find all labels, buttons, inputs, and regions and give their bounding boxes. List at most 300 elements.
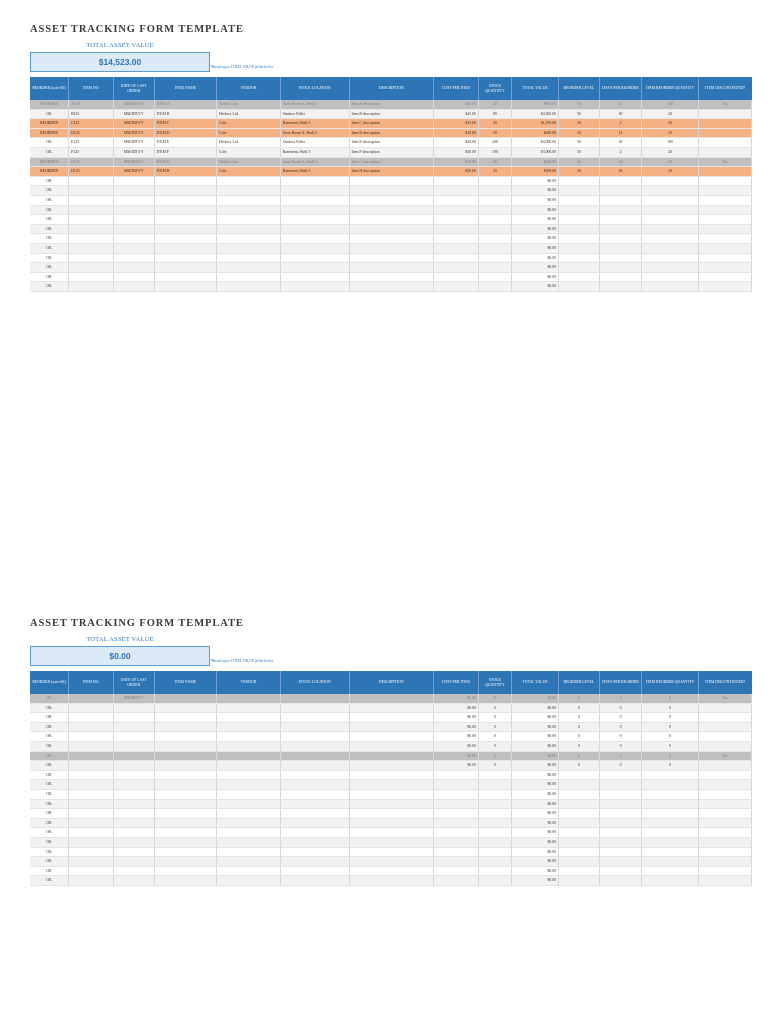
- cell-item-no[interactable]: A123: [69, 100, 114, 109]
- cell-vendor[interactable]: [217, 694, 281, 703]
- cell-days-per-reorder[interactable]: [599, 837, 642, 847]
- cell-item-reorder-quantity[interactable]: 10: [642, 128, 698, 138]
- cell-reorder[interactable]: OK: [30, 799, 69, 809]
- cell-item-name[interactable]: [154, 799, 217, 809]
- cell-reorder-level[interactable]: [559, 224, 600, 234]
- cell-reorder[interactable]: OK: [30, 109, 69, 119]
- cell-date-of-last-order[interactable]: MM/DD/YY: [113, 147, 154, 157]
- cell-description[interactable]: [349, 732, 433, 742]
- cell-reorder-level[interactable]: [559, 282, 600, 292]
- cell-days-per-reorder[interactable]: [599, 186, 642, 196]
- cell-reorder[interactable]: OK: [30, 809, 69, 819]
- cell-vendor[interactable]: [217, 722, 281, 732]
- cell-days-per-reorder[interactable]: 0: [599, 732, 642, 742]
- cell-item-no[interactable]: E123: [69, 138, 114, 148]
- cell-stock-location[interactable]: [280, 741, 349, 751]
- cell-stock-quantity[interactable]: [478, 176, 511, 186]
- cell-total-value[interactable]: $0.00: [512, 761, 559, 771]
- cell-item-name[interactable]: ITEM H: [154, 167, 217, 177]
- cell-days-per-reorder[interactable]: [599, 847, 642, 857]
- cell-stock-quantity[interactable]: [478, 224, 511, 234]
- cell-vendor[interactable]: [217, 703, 281, 713]
- cell-stock-location[interactable]: [280, 847, 349, 857]
- cell-reorder-level[interactable]: [559, 876, 600, 886]
- cell-item-reorder-quantity[interactable]: [642, 205, 698, 215]
- cell-stock-location[interactable]: [280, 866, 349, 876]
- cell-vendor[interactable]: Walter Corp: [217, 157, 281, 167]
- cell-item-no[interactable]: [69, 694, 114, 703]
- cell-item-discontinued[interactable]: [698, 732, 751, 742]
- cell-cost-per-item[interactable]: [433, 780, 478, 790]
- cell-cost-per-item[interactable]: [433, 799, 478, 809]
- cell-item-no[interactable]: G123: [69, 157, 114, 167]
- cell-stock-quantity[interactable]: 25: [478, 167, 511, 177]
- cell-stock-quantity[interactable]: [478, 272, 511, 282]
- cell-total-value[interactable]: $0.00: [512, 205, 559, 215]
- cell-item-reorder-quantity[interactable]: [642, 828, 698, 838]
- cell-vendor[interactable]: [217, 243, 281, 253]
- cell-item-no[interactable]: [69, 761, 114, 771]
- cell-total-value[interactable]: $0.00: [512, 789, 559, 799]
- cell-stock-quantity[interactable]: 0: [478, 751, 511, 761]
- cell-days-per-reorder[interactable]: 0: [599, 703, 642, 713]
- cell-item-no[interactable]: [69, 847, 114, 857]
- cell-description[interactable]: [349, 703, 433, 713]
- cell-vendor[interactable]: [217, 224, 281, 234]
- cell-item-reorder-quantity[interactable]: [642, 818, 698, 828]
- cell-days-per-reorder[interactable]: 14: [599, 128, 642, 138]
- cell-item-name[interactable]: [154, 732, 217, 742]
- cell-item-discontinued[interactable]: [698, 847, 751, 857]
- cell-description[interactable]: [349, 857, 433, 867]
- cell-stock-quantity[interactable]: 45: [478, 119, 511, 129]
- cell-reorder-level[interactable]: 50: [559, 147, 600, 157]
- cell-item-reorder-quantity[interactable]: 50: [642, 157, 698, 167]
- cell-days-per-reorder[interactable]: 30: [599, 138, 642, 148]
- cell-item-discontinued[interactable]: Yes: [698, 751, 751, 761]
- cell-item-name[interactable]: [154, 761, 217, 771]
- cell-item-name[interactable]: [154, 176, 217, 186]
- cell-vendor[interactable]: [217, 282, 281, 292]
- cell-item-reorder-quantity[interactable]: 0: [642, 751, 698, 761]
- cell-item-name[interactable]: [154, 770, 217, 780]
- cell-cost-per-item[interactable]: [433, 818, 478, 828]
- cell-reorder-level[interactable]: [559, 847, 600, 857]
- cell-item-name[interactable]: [154, 272, 217, 282]
- cell-vendor[interactable]: [217, 809, 281, 819]
- cell-reorder[interactable]: OK: [30, 722, 69, 732]
- cell-stock-quantity[interactable]: [478, 186, 511, 196]
- cell-description[interactable]: [349, 186, 433, 196]
- cell-vendor[interactable]: [217, 186, 281, 196]
- cell-reorder-level[interactable]: [559, 837, 600, 847]
- cell-item-reorder-quantity[interactable]: [642, 876, 698, 886]
- cell-stock-location[interactable]: Basement, Shelf 3: [280, 167, 349, 177]
- cell-item-name[interactable]: [154, 215, 217, 225]
- cell-vendor[interactable]: [217, 176, 281, 186]
- cell-reorder-level[interactable]: 50: [559, 109, 600, 119]
- cell-total-value[interactable]: $0.00: [512, 876, 559, 886]
- cell-total-value[interactable]: $0.00: [512, 799, 559, 809]
- cell-reorder-level[interactable]: [559, 253, 600, 263]
- cell-cost-per-item[interactable]: $32.00: [433, 100, 478, 109]
- cell-days-per-reorder[interactable]: [599, 205, 642, 215]
- cell-cost-per-item[interactable]: [433, 234, 478, 244]
- cell-days-per-reorder[interactable]: 0: [599, 761, 642, 771]
- cell-item-no[interactable]: [69, 253, 114, 263]
- cell-item-reorder-quantity[interactable]: 0: [642, 713, 698, 723]
- cell-vendor[interactable]: [217, 234, 281, 244]
- cell-stock-quantity[interactable]: [478, 234, 511, 244]
- cell-cost-per-item[interactable]: [433, 828, 478, 838]
- cell-vendor[interactable]: [217, 272, 281, 282]
- cell-description[interactable]: [349, 751, 433, 761]
- cell-total-value[interactable]: $0.00: [512, 224, 559, 234]
- cell-item-reorder-quantity[interactable]: [642, 253, 698, 263]
- cell-item-discontinued[interactable]: [698, 205, 751, 215]
- cell-cost-per-item[interactable]: $10.00: [433, 157, 478, 167]
- cell-cost-per-item[interactable]: $0.00: [433, 751, 478, 761]
- cell-reorder[interactable]: OK: [30, 857, 69, 867]
- cell-date-of-last-order[interactable]: [113, 205, 154, 215]
- cell-stock-location[interactable]: [280, 215, 349, 225]
- cell-reorder-level[interactable]: 0: [559, 694, 600, 703]
- cell-item-name[interactable]: [154, 741, 217, 751]
- cell-reorder-level[interactable]: [559, 809, 600, 819]
- cell-date-of-last-order[interactable]: [113, 176, 154, 186]
- cell-vendor[interactable]: [217, 215, 281, 225]
- cell-item-reorder-quantity[interactable]: [642, 186, 698, 196]
- cell-stock-quantity[interactable]: [478, 876, 511, 886]
- cell-item-no[interactable]: [69, 770, 114, 780]
- cell-date-of-last-order[interactable]: MM/DD/YY: [113, 167, 154, 177]
- cell-description[interactable]: [349, 243, 433, 253]
- cell-days-per-reorder[interactable]: 30: [599, 109, 642, 119]
- cell-item-name[interactable]: [154, 253, 217, 263]
- cell-total-value[interactable]: $1,350.00: [512, 119, 559, 129]
- cell-item-discontinued[interactable]: [698, 272, 751, 282]
- cell-reorder[interactable]: OK: [30, 780, 69, 790]
- cell-stock-quantity[interactable]: 0: [478, 741, 511, 751]
- cell-stock-location[interactable]: [280, 694, 349, 703]
- cell-date-of-last-order[interactable]: [113, 751, 154, 761]
- cell-days-per-reorder[interactable]: [599, 799, 642, 809]
- cell-item-name[interactable]: ITEM D: [154, 128, 217, 138]
- cell-vendor[interactable]: [217, 876, 281, 886]
- cell-item-reorder-quantity[interactable]: [642, 866, 698, 876]
- cell-description[interactable]: [349, 837, 433, 847]
- cell-reorder-level[interactable]: 0: [559, 722, 600, 732]
- cell-description[interactable]: Item D description: [349, 128, 433, 138]
- cell-item-reorder-quantity[interactable]: [642, 770, 698, 780]
- cell-item-name[interactable]: [154, 243, 217, 253]
- cell-stock-quantity[interactable]: [478, 857, 511, 867]
- cell-item-no[interactable]: [69, 732, 114, 742]
- cell-stock-quantity[interactable]: 200: [478, 138, 511, 148]
- cell-vendor[interactable]: [217, 847, 281, 857]
- cell-stock-location[interactable]: [280, 799, 349, 809]
- cell-vendor[interactable]: Cole: [217, 119, 281, 129]
- cell-total-value[interactable]: $290.00: [512, 128, 559, 138]
- cell-days-per-reorder[interactable]: [599, 828, 642, 838]
- cell-description[interactable]: [349, 780, 433, 790]
- cell-cost-per-item[interactable]: $0.00: [433, 703, 478, 713]
- cell-stock-location[interactable]: [280, 818, 349, 828]
- cell-stock-quantity[interactable]: 100: [478, 147, 511, 157]
- cell-total-value[interactable]: $0.00: [512, 780, 559, 790]
- cell-stock-quantity[interactable]: 0: [478, 713, 511, 723]
- cell-item-no[interactable]: [69, 215, 114, 225]
- cell-reorder-level[interactable]: [559, 828, 600, 838]
- cell-vendor[interactable]: [217, 732, 281, 742]
- cell-reorder[interactable]: OK: [30, 186, 69, 196]
- cell-cost-per-item[interactable]: $10.00: [433, 128, 478, 138]
- cell-date-of-last-order[interactable]: [113, 703, 154, 713]
- cell-reorder[interactable]: OK: [30, 138, 69, 148]
- cell-total-value[interactable]: $0.00: [512, 215, 559, 225]
- cell-item-no[interactable]: [69, 857, 114, 867]
- cell-item-name[interactable]: [154, 713, 217, 723]
- cell-item-discontinued[interactable]: [698, 215, 751, 225]
- cell-stock-quantity[interactable]: 0: [478, 732, 511, 742]
- cell-vendor[interactable]: [217, 799, 281, 809]
- cell-vendor[interactable]: [217, 857, 281, 867]
- cell-date-of-last-order[interactable]: [113, 243, 154, 253]
- cell-item-reorder-quantity[interactable]: [642, 857, 698, 867]
- cell-description[interactable]: [349, 741, 433, 751]
- cell-reorder-level[interactable]: [559, 770, 600, 780]
- cell-days-per-reorder[interactable]: 2: [599, 119, 642, 129]
- cell-date-of-last-order[interactable]: MM/DD/YY: [113, 694, 154, 703]
- cell-item-discontinued[interactable]: [698, 138, 751, 148]
- cell-item-no[interactable]: [69, 809, 114, 819]
- cell-cost-per-item[interactable]: [433, 809, 478, 819]
- cell-total-value[interactable]: $500.00: [512, 167, 559, 177]
- cell-reorder[interactable]: OK: [30, 713, 69, 723]
- cell-stock-quantity[interactable]: [478, 243, 511, 253]
- cell-description[interactable]: [349, 694, 433, 703]
- cell-item-name[interactable]: [154, 263, 217, 273]
- cell-date-of-last-order[interactable]: [113, 876, 154, 886]
- cell-stock-location[interactable]: [280, 243, 349, 253]
- cell-total-value[interactable]: $0.00: [512, 272, 559, 282]
- cell-description[interactable]: Item H description: [349, 167, 433, 177]
- cell-reorder[interactable]: OK: [30, 866, 69, 876]
- cell-item-discontinued[interactable]: [698, 770, 751, 780]
- cell-description[interactable]: [349, 770, 433, 780]
- cell-stock-location[interactable]: [280, 176, 349, 186]
- cell-description[interactable]: [349, 263, 433, 273]
- cell-date-of-last-order[interactable]: [113, 215, 154, 225]
- cell-reorder-level[interactable]: [559, 272, 600, 282]
- cell-total-value[interactable]: $0.00: [512, 751, 559, 761]
- cell-item-no[interactable]: [69, 713, 114, 723]
- cell-stock-location[interactable]: [280, 205, 349, 215]
- cell-item-reorder-quantity[interactable]: [642, 809, 698, 819]
- cell-reorder[interactable]: OK: [30, 703, 69, 713]
- cell-vendor[interactable]: [217, 263, 281, 273]
- cell-vendor[interactable]: [217, 195, 281, 205]
- cell-total-value[interactable]: $0.00: [512, 828, 559, 838]
- cell-date-of-last-order[interactable]: [113, 866, 154, 876]
- cell-item-reorder-quantity[interactable]: [642, 243, 698, 253]
- cell-item-reorder-quantity[interactable]: 0: [642, 703, 698, 713]
- cell-item-discontinued[interactable]: [698, 263, 751, 273]
- cell-stock-location[interactable]: [280, 224, 349, 234]
- cell-stock-quantity[interactable]: [478, 866, 511, 876]
- cell-reorder[interactable]: REORDER: [30, 157, 69, 167]
- cell-reorder[interactable]: OK: [30, 195, 69, 205]
- cell-days-per-reorder[interactable]: 0: [599, 741, 642, 751]
- cell-date-of-last-order[interactable]: MM/DD/YY: [113, 128, 154, 138]
- cell-item-name[interactable]: [154, 205, 217, 215]
- cell-item-reorder-quantity[interactable]: [642, 272, 698, 282]
- cell-item-name[interactable]: [154, 195, 217, 205]
- cell-cost-per-item[interactable]: [433, 282, 478, 292]
- cell-item-no[interactable]: [69, 876, 114, 886]
- cell-reorder-level[interactable]: 0: [559, 751, 600, 761]
- cell-reorder-level[interactable]: [559, 234, 600, 244]
- cell-days-per-reorder[interactable]: [599, 818, 642, 828]
- cell-stock-location[interactable]: Basement, Shelf 3: [280, 119, 349, 129]
- cell-item-reorder-quantity[interactable]: 0: [642, 694, 698, 703]
- cell-item-reorder-quantity[interactable]: [642, 176, 698, 186]
- cell-total-value[interactable]: $960.00: [512, 100, 559, 109]
- cell-item-reorder-quantity[interactable]: [642, 780, 698, 790]
- cell-stock-quantity[interactable]: [478, 789, 511, 799]
- cell-reorder[interactable]: OK: [30, 789, 69, 799]
- cell-vendor[interactable]: [217, 253, 281, 263]
- cell-total-value[interactable]: $0.00: [512, 837, 559, 847]
- cell-reorder-level[interactable]: 50: [559, 167, 600, 177]
- cell-reorder[interactable]: OK: [30, 263, 69, 273]
- cell-item-reorder-quantity[interactable]: [642, 837, 698, 847]
- cell-reorder-level[interactable]: [559, 866, 600, 876]
- cell-item-reorder-quantity[interactable]: [642, 847, 698, 857]
- cell-days-per-reorder[interactable]: [599, 234, 642, 244]
- cell-item-no[interactable]: [69, 799, 114, 809]
- cell-cost-per-item[interactable]: $30.00: [433, 147, 478, 157]
- cell-total-value[interactable]: $4,005.00: [512, 109, 559, 119]
- cell-days-per-reorder[interactable]: [599, 809, 642, 819]
- cell-item-reorder-quantity[interactable]: 20: [642, 147, 698, 157]
- cell-days-per-reorder[interactable]: [599, 272, 642, 282]
- cell-item-name[interactable]: [154, 876, 217, 886]
- cell-date-of-last-order[interactable]: [113, 732, 154, 742]
- cell-stock-location[interactable]: [280, 789, 349, 799]
- cell-item-discontinued[interactable]: [698, 109, 751, 119]
- cell-item-name[interactable]: [154, 186, 217, 196]
- cell-item-name[interactable]: [154, 857, 217, 867]
- cell-date-of-last-order[interactable]: [113, 186, 154, 196]
- cell-cost-per-item[interactable]: $0.00: [433, 722, 478, 732]
- cell-reorder-level[interactable]: 0: [559, 703, 600, 713]
- cell-vendor[interactable]: [217, 713, 281, 723]
- cell-item-discontinued[interactable]: [698, 128, 751, 138]
- cell-stock-location[interactable]: [280, 186, 349, 196]
- cell-reorder[interactable]: OK: [30, 234, 69, 244]
- cell-stock-quantity[interactable]: [478, 770, 511, 780]
- cell-item-no[interactable]: [69, 722, 114, 732]
- cell-item-name[interactable]: [154, 282, 217, 292]
- cell-item-no[interactable]: [69, 282, 114, 292]
- cell-item-no[interactable]: D123: [69, 128, 114, 138]
- cell-item-name[interactable]: [154, 751, 217, 761]
- cell-cost-per-item[interactable]: [433, 272, 478, 282]
- cell-stock-location[interactable]: Outdoor Pallet: [280, 138, 349, 148]
- cell-stock-quantity[interactable]: 0: [478, 761, 511, 771]
- cell-item-reorder-quantity[interactable]: 10: [642, 167, 698, 177]
- cell-item-no[interactable]: [69, 186, 114, 196]
- cell-reorder[interactable]: OK: [30, 770, 69, 780]
- cell-stock-location[interactable]: [280, 282, 349, 292]
- cell-item-name[interactable]: [154, 234, 217, 244]
- cell-item-name[interactable]: [154, 694, 217, 703]
- cell-stock-quantity[interactable]: [478, 799, 511, 809]
- cell-item-discontinued[interactable]: [698, 789, 751, 799]
- cell-item-name[interactable]: [154, 837, 217, 847]
- cell-stock-quantity[interactable]: 29: [478, 128, 511, 138]
- cell-reorder[interactable]: OK: [30, 741, 69, 751]
- cell-reorder-level[interactable]: 0: [559, 732, 600, 742]
- cell-total-value[interactable]: $0.00: [512, 176, 559, 186]
- cell-item-no[interactable]: [69, 263, 114, 273]
- cell-stock-location[interactable]: [280, 253, 349, 263]
- cell-reorder[interactable]: OK: [30, 837, 69, 847]
- cell-item-name[interactable]: ITEM B: [154, 109, 217, 119]
- cell-days-per-reorder[interactable]: 14: [599, 157, 642, 167]
- cell-item-reorder-quantity[interactable]: [642, 224, 698, 234]
- cell-reorder[interactable]: OK: [30, 732, 69, 742]
- cell-item-discontinued[interactable]: [698, 243, 751, 253]
- cell-stock-quantity[interactable]: [478, 818, 511, 828]
- cell-description[interactable]: [349, 722, 433, 732]
- cell-date-of-last-order[interactable]: [113, 818, 154, 828]
- cell-item-no[interactable]: [69, 195, 114, 205]
- cell-item-reorder-quantity[interactable]: [642, 799, 698, 809]
- cell-stock-location[interactable]: [280, 876, 349, 886]
- cell-item-reorder-quantity[interactable]: [642, 282, 698, 292]
- cell-days-per-reorder[interactable]: [599, 176, 642, 186]
- cell-vendor[interactable]: Hickory Ltd.: [217, 109, 281, 119]
- cell-vendor[interactable]: Cole: [217, 167, 281, 177]
- cell-reorder[interactable]: OK: [30, 176, 69, 186]
- cell-reorder[interactable]: OK: [30, 847, 69, 857]
- cell-stock-quantity[interactable]: [478, 809, 511, 819]
- cell-description[interactable]: [349, 799, 433, 809]
- cell-stock-quantity[interactable]: [478, 780, 511, 790]
- cell-stock-location[interactable]: [280, 713, 349, 723]
- cell-reorder-level[interactable]: 50: [559, 157, 600, 167]
- cell-stock-location[interactable]: [280, 195, 349, 205]
- cell-stock-quantity[interactable]: 40: [478, 100, 511, 109]
- cell-item-no[interactable]: [69, 243, 114, 253]
- cell-days-per-reorder[interactable]: [599, 780, 642, 790]
- cell-item-discontinued[interactable]: [698, 224, 751, 234]
- cell-item-discontinued[interactable]: [698, 147, 751, 157]
- cell-days-per-reorder[interactable]: 2: [599, 147, 642, 157]
- cell-description[interactable]: Item E description: [349, 138, 433, 148]
- cell-item-name[interactable]: [154, 818, 217, 828]
- cell-total-value[interactable]: $0.00: [512, 857, 559, 867]
- cell-vendor[interactable]: [217, 761, 281, 771]
- cell-stock-quantity[interactable]: 40: [478, 157, 511, 167]
- cell-description[interactable]: [349, 195, 433, 205]
- cell-item-discontinued[interactable]: [698, 253, 751, 263]
- cell-total-value[interactable]: $0.00: [512, 741, 559, 751]
- cell-date-of-last-order[interactable]: [113, 847, 154, 857]
- cell-days-per-reorder[interactable]: [599, 857, 642, 867]
